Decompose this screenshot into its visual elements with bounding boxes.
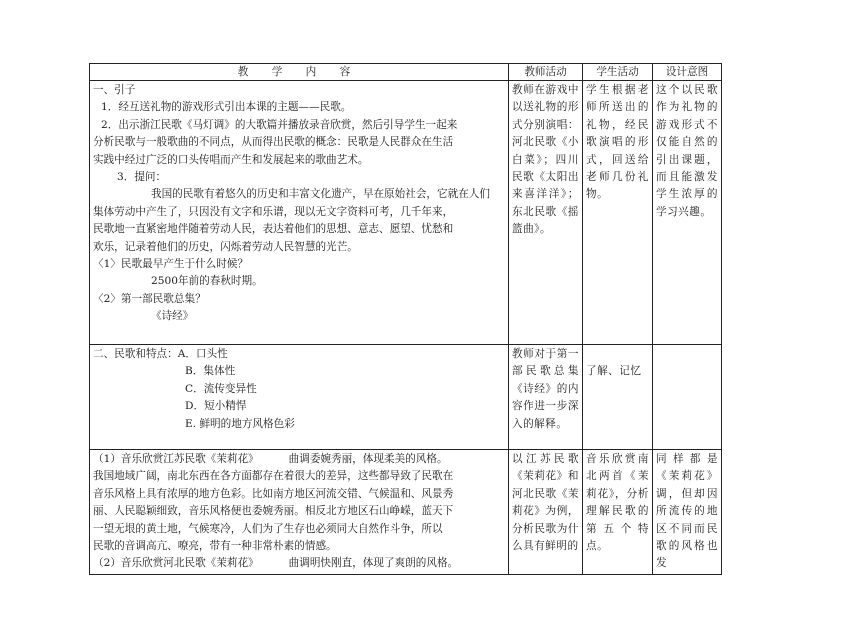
header-teacher: 教师活动 xyxy=(509,64,583,81)
feature-item: B．集体性 xyxy=(185,365,236,378)
design-intent-cell: 这个以民歌作为礼物的游戏形式不仅能自然的引出课题，而且能激发学生浓厚的学习兴趣。 xyxy=(653,81,722,345)
teacher-activity-cell: 以江苏民歌《茉莉花》和河北民歌《茉莉花》为例，分析民歌为什么具有鲜明的 xyxy=(509,450,583,575)
table-row xyxy=(90,450,722,575)
section-heading: 一、引子 xyxy=(93,84,136,96)
feature-item: C．流传变异性 xyxy=(185,382,257,395)
feature-item: E. 鲜明的地方风格色彩 xyxy=(185,417,295,430)
section-heading: 二、民歌和特点：A．口头性 xyxy=(93,348,228,360)
content-cell xyxy=(90,81,509,345)
feature-item: D．短小精悍 xyxy=(185,400,247,413)
table-row xyxy=(90,345,722,450)
text-line: 民歌的音调高亢、嘹亮，带有一种非常朴素的情感。 xyxy=(93,540,337,553)
text-line: 1．经互送礼物的游戏形式引出本课的主题——民歌。 xyxy=(101,101,352,114)
question-line: 〈2〉第一部民歌总集？ xyxy=(93,292,206,305)
student-activity-cell xyxy=(583,345,653,450)
student-activity-text: 了解、记忆 xyxy=(586,365,642,377)
table-row xyxy=(90,81,722,345)
listening-line: （1）音乐欣赏江苏民歌《茉莉花》 曲调委婉秀丽，体现柔美的风格。 xyxy=(93,453,448,465)
text-line: 民歌地一直紧密地伴随着劳动人民，表达着他们的思想、意志、愿望、忧愁和 xyxy=(93,223,454,236)
question-line: 〈1〉民歌最早产生于什么时候？ xyxy=(93,258,249,271)
header-row xyxy=(90,64,722,81)
text-line: 集体劳动中产生了，只因没有文字和乐谱，现以无文字资料可考，几千年来， xyxy=(93,205,454,218)
design-intent-cell: 同样都是《茉莉花》调，但却因所流传的地区不同而民歌的风格也发 xyxy=(653,450,722,575)
text-line: 我国的民歌有着悠久的历史和丰富文化遗产，早在原始社会，它就在人们 xyxy=(151,188,490,201)
teacher-activity-cell: 教师对于第一部民歌总集《诗经》的内容作进一步深入的解释。 xyxy=(509,345,583,450)
text-line: 丽、人民聪颖细致，音乐风格便也委婉秀丽。相反北方地区石山峥嵘，蓝天下 xyxy=(93,505,454,518)
header-student: 学生活动 xyxy=(583,64,653,81)
text-line: 欢乐，记录着他们的历史，闪烁着劳动人民智慧的光芒。 xyxy=(93,240,358,253)
header-design: 设计意图 xyxy=(653,64,722,81)
student-activity-cell: 音乐欣赏南北两首《茉莉花》，分析理解民歌的第五个特点。 xyxy=(583,450,653,575)
student-activity-cell: 学生根据老师所送出的礼物，经民歌演唱的形式，回送给老师几份礼物。 xyxy=(583,81,653,345)
answer-line: 《诗经》 xyxy=(151,310,194,323)
text-line: 一望无垠的黄土地，气候寒冷，人们为了生存也必须同大自然作斗争，所以 xyxy=(93,522,443,535)
listening-line: （2）音乐欣赏河北民歌《茉莉花》 曲调明快刚直，体现了爽朗的风格。 xyxy=(93,557,459,570)
text-line: 2．出示浙江民歌《马灯调》的大歌篇并播放录音欣赏，然后引导学生一起来 xyxy=(101,118,458,131)
answer-line: 2500年前的春秋时期。 xyxy=(151,275,263,288)
text-line: 3．提问： xyxy=(117,171,167,184)
header-content: 教 学 内 容 xyxy=(90,64,509,81)
text-line: 我国地域广阔，南北东西在各方面都存在着很大的差异，这些都导致了民歌在 xyxy=(93,470,454,483)
text-line: 音乐风格上具有浓厚的地方色彩。比如南方地区河流交错、气候温和、风景秀 xyxy=(93,487,454,500)
teacher-activity-cell: 教师在游戏中以送礼物的形式分别演唱：河北民歌《小白菜》；四川民歌《太阳出来喜洋洋》；东北民歌《摇篮曲》。 xyxy=(509,81,583,345)
design-intent-cell xyxy=(653,345,722,450)
content-cell xyxy=(90,345,509,450)
text-line: 实践中经过广泛的口头传唱而产生和发展起来的歌曲艺术。 xyxy=(93,153,369,166)
text-line: 分析民歌与一般歌曲的不同点，从而得出民歌的概念：民歌是人民群众在生活 xyxy=(93,136,454,149)
content-cell xyxy=(90,450,509,575)
lesson-plan-table xyxy=(89,63,722,575)
